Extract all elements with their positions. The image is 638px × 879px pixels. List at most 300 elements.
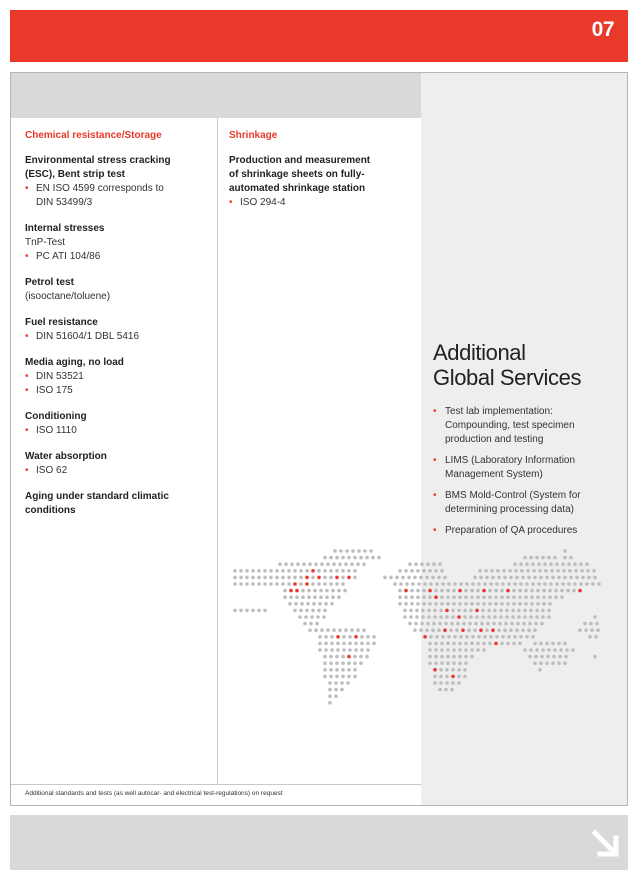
map-dot — [435, 582, 439, 586]
map-dot — [477, 582, 481, 586]
map-dot — [308, 628, 312, 632]
map-dot — [563, 549, 567, 553]
map-dot — [329, 655, 333, 659]
map-dot — [433, 681, 437, 685]
map-dot — [422, 569, 426, 573]
map-dot-highlight — [475, 609, 479, 613]
map-dot — [301, 589, 305, 593]
map-dot — [452, 661, 456, 665]
service-text: • Preparation of QA procedures — [445, 525, 578, 536]
map-dot — [300, 602, 304, 606]
map-dot — [433, 609, 437, 613]
map-dot — [239, 569, 243, 573]
map-dot — [483, 635, 487, 639]
test-title: automated shrinkage station — [229, 183, 366, 194]
map-dot — [294, 602, 298, 606]
map-dot — [451, 681, 455, 685]
map-dot — [560, 589, 564, 593]
map-dot — [496, 569, 500, 573]
map-dot — [311, 582, 315, 586]
map-dot — [529, 609, 533, 613]
map-dot — [470, 602, 474, 606]
map-dot — [318, 642, 322, 646]
map-dot — [520, 569, 524, 573]
map-dot — [512, 589, 516, 593]
map-dot — [363, 549, 367, 553]
map-dot — [441, 582, 445, 586]
map-dot — [257, 609, 261, 613]
map-dot — [420, 562, 424, 566]
map-dot — [585, 582, 589, 586]
map-dot — [257, 582, 261, 586]
map-dot — [416, 569, 420, 573]
map-dot — [233, 609, 237, 613]
map-dot — [542, 602, 546, 606]
map-dot — [313, 595, 317, 599]
map-dot — [541, 556, 545, 560]
map-dot — [434, 661, 438, 665]
map-dot — [356, 628, 360, 632]
map-dot — [320, 562, 324, 566]
map-dot — [444, 622, 448, 626]
map-dot — [445, 675, 449, 679]
map-dot — [339, 549, 343, 553]
map-dot — [501, 635, 505, 639]
map-dot — [516, 622, 520, 626]
map-dot — [463, 615, 467, 619]
map-dot — [353, 661, 357, 665]
map-dot — [299, 569, 303, 573]
map-dot — [518, 595, 522, 599]
map-dot — [521, 628, 525, 632]
map-dot — [473, 576, 477, 580]
map-dot — [533, 661, 537, 665]
map-dot — [523, 615, 527, 619]
map-dot — [464, 648, 468, 652]
map-dot — [569, 556, 573, 560]
map-dot — [415, 609, 419, 613]
map-dot — [354, 642, 358, 646]
map-dot — [334, 688, 338, 692]
map-dot-highlight — [305, 576, 309, 580]
map-dot — [551, 576, 555, 580]
map-dot — [335, 556, 339, 560]
map-dot — [512, 642, 516, 646]
standard-text: • DIN 53521 — [36, 371, 84, 382]
map-dot — [547, 615, 551, 619]
map-dot — [428, 655, 432, 659]
map-dot — [503, 628, 507, 632]
map-dot — [458, 595, 462, 599]
map-dot-highlight — [317, 576, 321, 580]
map-dot — [500, 595, 504, 599]
map-dot — [526, 569, 530, 573]
map-dot — [293, 569, 297, 573]
additional-services-list — [433, 405, 621, 545]
map-dot — [329, 576, 333, 580]
map-dot — [573, 562, 577, 566]
map-dot — [323, 576, 327, 580]
map-dot — [324, 635, 328, 639]
map-dot — [555, 582, 559, 586]
map-dot — [585, 562, 589, 566]
map-dot — [326, 562, 330, 566]
map-dot — [347, 668, 351, 672]
map-dot — [470, 595, 474, 599]
map-dot — [335, 668, 339, 672]
map-dot — [284, 562, 288, 566]
map-dot — [335, 582, 339, 586]
map-dot — [340, 681, 344, 685]
map-dot — [527, 576, 531, 580]
map-dot — [439, 615, 443, 619]
test-title: (ESC), Bent strip test — [25, 169, 126, 180]
map-dot — [463, 675, 467, 679]
map-dot — [269, 582, 273, 586]
test-title: Petrol test — [25, 277, 74, 288]
map-dot — [538, 569, 542, 573]
map-dot — [329, 675, 333, 679]
arrow-down-right-icon — [591, 829, 621, 859]
map-dot — [398, 602, 402, 606]
map-dot — [509, 628, 513, 632]
map-dot — [275, 569, 279, 573]
map-dot — [419, 628, 423, 632]
map-dot — [465, 582, 469, 586]
map-dot — [579, 582, 583, 586]
map-dot — [329, 582, 333, 586]
map-dot — [323, 609, 327, 613]
map-dot — [565, 648, 569, 652]
map-dot — [463, 668, 467, 672]
map-dot — [439, 668, 443, 672]
map-dot — [541, 609, 545, 613]
map-dot — [486, 622, 490, 626]
map-dot — [567, 562, 571, 566]
map-dot — [563, 661, 567, 665]
map-dot — [281, 576, 285, 580]
map-dot — [552, 655, 556, 659]
map-dot — [287, 582, 291, 586]
map-dot — [525, 582, 529, 586]
map-dot — [536, 589, 540, 593]
map-dot — [452, 602, 456, 606]
map-dot — [408, 562, 412, 566]
map-dot — [428, 602, 432, 606]
map-dot — [353, 569, 357, 573]
map-dot — [319, 589, 323, 593]
test-title: Media aging, no load — [25, 357, 124, 368]
map-dot — [433, 675, 437, 679]
map-dot — [288, 602, 292, 606]
map-dot — [457, 668, 461, 672]
map-dot — [437, 628, 441, 632]
map-dot — [425, 628, 429, 632]
map-dot — [404, 595, 408, 599]
test-description: (isooctane/toluene) — [25, 291, 111, 302]
map-dot — [439, 675, 443, 679]
map-dot — [505, 609, 509, 613]
map-dot — [281, 582, 285, 586]
map-dot — [347, 556, 351, 560]
map-dot — [534, 655, 538, 659]
map-dot — [450, 688, 454, 692]
map-dot — [410, 569, 414, 573]
service-text: Management System) — [445, 469, 543, 480]
map-dot — [586, 569, 590, 573]
map-dot — [459, 635, 463, 639]
map-dot — [507, 582, 511, 586]
map-dot — [564, 655, 568, 659]
map-dot — [432, 562, 436, 566]
map-dot-highlight — [428, 589, 432, 593]
map-dot — [341, 668, 345, 672]
map-dot — [453, 635, 457, 639]
map-dot — [281, 569, 285, 573]
map-dot — [425, 576, 429, 580]
map-dot — [398, 569, 402, 573]
map-dot — [476, 595, 480, 599]
map-dot — [332, 628, 336, 632]
map-dot — [457, 675, 461, 679]
map-dot — [533, 642, 537, 646]
map-dot-highlight — [311, 569, 315, 573]
map-dot — [309, 622, 313, 626]
map-dot — [341, 569, 345, 573]
test-title: conditions — [25, 505, 76, 516]
map-dot — [508, 569, 512, 573]
map-dot — [539, 576, 543, 580]
map-dot — [499, 609, 503, 613]
map-dot — [547, 556, 551, 560]
map-dot — [353, 675, 357, 679]
map-dot — [561, 562, 565, 566]
map-dot — [481, 609, 485, 613]
world-map-dots — [225, 545, 625, 715]
map-dot — [537, 582, 541, 586]
service-text: • Test lab implementation: — [445, 406, 553, 417]
map-dot — [580, 569, 584, 573]
map-dot — [474, 622, 478, 626]
map-dot — [427, 615, 431, 619]
map-dot — [330, 648, 334, 652]
map-dot — [488, 595, 492, 599]
map-dot — [293, 609, 297, 613]
test-block — [25, 276, 210, 304]
map-dot-highlight — [354, 635, 358, 639]
map-dot — [491, 576, 495, 580]
map-dot — [515, 628, 519, 632]
map-dot — [464, 595, 468, 599]
map-dot — [324, 648, 328, 652]
map-dot — [348, 635, 352, 639]
map-dot — [331, 589, 335, 593]
map-dot — [597, 582, 601, 586]
map-dot — [506, 595, 510, 599]
map-dot — [557, 642, 561, 646]
map-dot — [431, 628, 435, 632]
map-dot — [295, 595, 299, 599]
map-dot-highlight — [423, 635, 427, 639]
map-dot — [336, 648, 340, 652]
map-dot — [341, 556, 345, 560]
map-dot-highlight — [295, 589, 299, 593]
map-dot — [409, 609, 413, 613]
map-dot — [350, 628, 354, 632]
map-dot — [547, 609, 551, 613]
map-dot — [529, 556, 533, 560]
map-dot — [484, 569, 488, 573]
map-dot — [435, 635, 439, 639]
map-dot — [438, 562, 442, 566]
map-dot — [310, 615, 314, 619]
map-dot — [323, 582, 327, 586]
map-dot — [535, 648, 539, 652]
map-dot-highlight — [482, 589, 486, 593]
map-dot — [470, 648, 474, 652]
map-dot — [233, 582, 237, 586]
map-dot — [351, 549, 355, 553]
map-dot — [426, 622, 430, 626]
map-dot — [404, 602, 408, 606]
map-dot — [335, 569, 339, 573]
map-dot — [414, 622, 418, 626]
map-dot — [439, 681, 443, 685]
map-dot — [404, 569, 408, 573]
map-dot — [383, 576, 387, 580]
map-dot — [568, 569, 572, 573]
service-text: determining processing data) — [445, 504, 574, 515]
map-dot — [558, 655, 562, 659]
map-dot — [415, 615, 419, 619]
map-dot-highlight — [479, 628, 483, 632]
map-dot — [555, 562, 559, 566]
map-dot — [483, 582, 487, 586]
map-dot — [360, 648, 364, 652]
test-title: Conditioning — [25, 411, 87, 422]
map-dot — [422, 595, 426, 599]
map-dot-highlight — [458, 589, 462, 593]
header-bar — [10, 10, 628, 62]
map-dot — [407, 576, 411, 580]
title-line: Additional — [433, 340, 526, 365]
map-dot — [365, 556, 369, 560]
map-dot — [320, 628, 324, 632]
map-dot — [471, 582, 475, 586]
map-dot — [433, 615, 437, 619]
map-dot — [557, 661, 561, 665]
map-dot — [500, 602, 504, 606]
map-dot — [589, 622, 593, 626]
map-dot — [548, 595, 552, 599]
map-dot — [325, 589, 329, 593]
map-dot — [353, 668, 357, 672]
map-dot — [451, 615, 455, 619]
map-dot — [536, 595, 540, 599]
map-dot — [550, 569, 554, 573]
map-dot — [583, 622, 587, 626]
map-dot — [458, 648, 462, 652]
test-title: Internal stresses — [25, 223, 105, 234]
map-dot — [593, 655, 597, 659]
service-text: Compounding, test specimen — [445, 420, 575, 431]
map-dot-highlight — [433, 668, 437, 672]
map-dot — [500, 642, 504, 646]
map-dot — [479, 576, 483, 580]
section-heading-shrinkage: Shrinkage — [229, 130, 278, 141]
test-block — [25, 450, 210, 478]
standard-text: • ISO 175 — [36, 385, 73, 396]
map-dot — [428, 569, 432, 573]
map-dot — [334, 681, 338, 685]
test-block — [25, 410, 210, 438]
map-dot — [422, 602, 426, 606]
map-dot — [439, 609, 443, 613]
map-dot — [371, 556, 375, 560]
map-dot — [590, 628, 594, 632]
map-dot — [440, 602, 444, 606]
standard-bullet — [25, 384, 210, 398]
test-title: Fuel resistance — [25, 317, 98, 328]
map-dot — [499, 615, 503, 619]
map-dot — [531, 562, 535, 566]
test-block — [25, 222, 210, 264]
standard-bullet — [25, 182, 210, 210]
standard-bullet — [229, 196, 414, 210]
map-dot — [464, 602, 468, 606]
map-dot — [341, 582, 345, 586]
map-dot — [446, 655, 450, 659]
map-dot-highlight — [305, 582, 309, 586]
map-dot — [539, 661, 543, 665]
map-dot — [269, 569, 273, 573]
map-dot — [245, 569, 249, 573]
map-dot — [346, 681, 350, 685]
map-dot — [544, 569, 548, 573]
map-dot — [304, 615, 308, 619]
map-dot — [316, 615, 320, 619]
map-dot — [574, 569, 578, 573]
map-dot — [414, 562, 418, 566]
map-dot — [429, 582, 433, 586]
map-dot — [571, 648, 575, 652]
map-dot — [473, 628, 477, 632]
map-dot — [403, 609, 407, 613]
map-dot — [332, 562, 336, 566]
map-dot — [581, 576, 585, 580]
title-line: Global Services — [433, 365, 582, 390]
test-title: Water absorption — [25, 451, 107, 462]
map-dot — [518, 589, 522, 593]
map-dot-highlight — [578, 589, 582, 593]
map-dot — [323, 668, 327, 672]
map-dot — [521, 576, 525, 580]
map-dot — [498, 622, 502, 626]
map-dot — [343, 589, 347, 593]
map-dot — [389, 576, 393, 580]
map-dot — [338, 628, 342, 632]
map-dot — [488, 642, 492, 646]
map-dot — [342, 635, 346, 639]
map-dot — [536, 602, 540, 606]
map-dot — [318, 635, 322, 639]
map-dot — [331, 595, 335, 599]
map-dot — [500, 589, 504, 593]
map-dot — [330, 635, 334, 639]
map-dot — [445, 615, 449, 619]
map-dot — [445, 668, 449, 672]
footer-bar — [10, 815, 628, 870]
